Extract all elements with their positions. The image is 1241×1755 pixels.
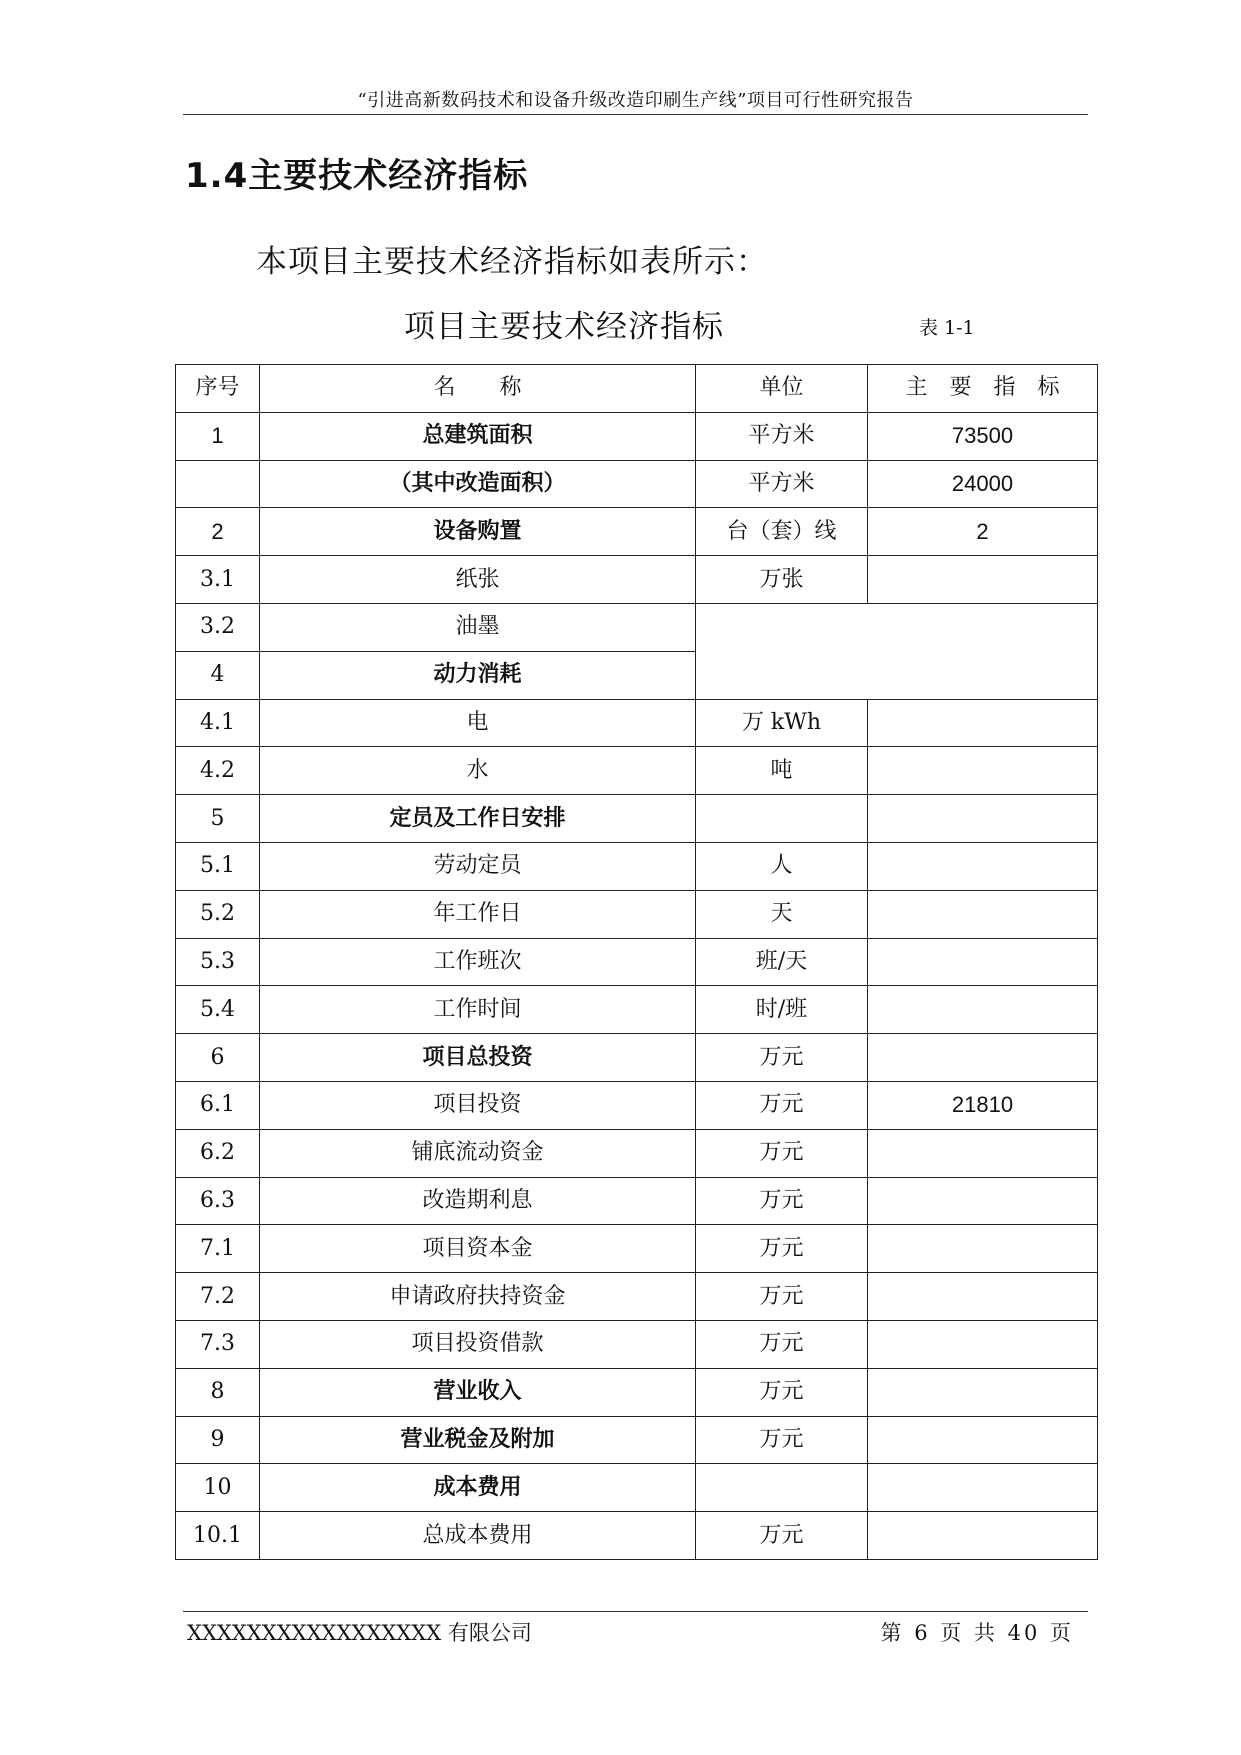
row-seq: 6 — [176, 1034, 260, 1082]
row-name: 营业税金及附加 — [260, 1416, 696, 1464]
table-row — [176, 795, 1098, 843]
row-unit: 人 — [696, 842, 868, 890]
footer-divider — [183, 1611, 1088, 1612]
row-value — [868, 1034, 1098, 1082]
row-value — [868, 1416, 1098, 1464]
row-unit: 万元 — [696, 1081, 868, 1129]
header-name: 名 称 — [260, 365, 696, 413]
row-value — [868, 747, 1098, 795]
table-title: 项目主要技术经济指标 — [404, 309, 724, 345]
row-value — [868, 1129, 1098, 1177]
row-seq: 5 — [176, 795, 260, 843]
row-unit — [696, 1464, 868, 1512]
row-value — [868, 1273, 1098, 1321]
table-row — [176, 1177, 1098, 1225]
section-heading: 1.4主要技术经济指标 — [185, 156, 529, 196]
row-unit: 吨 — [696, 747, 868, 795]
row-seq: 10 — [176, 1464, 260, 1512]
row-value — [868, 1225, 1098, 1273]
row-unit: 万元 — [696, 1512, 868, 1560]
row-seq: 6.3 — [176, 1177, 260, 1225]
row-seq: 7.1 — [176, 1225, 260, 1273]
table-row — [176, 699, 1098, 747]
row-seq: 5.1 — [176, 842, 260, 890]
table-row — [176, 1512, 1098, 1560]
row-seq: 5.2 — [176, 890, 260, 938]
row-seq: 9 — [176, 1416, 260, 1464]
row-seq: 1 — [176, 412, 260, 460]
row-seq — [176, 460, 260, 508]
row-name: 纸张 — [260, 556, 696, 604]
row-seq: 7.3 — [176, 1320, 260, 1368]
row-seq: 5.3 — [176, 938, 260, 986]
table-row — [176, 508, 1098, 556]
header-unit: 单位 — [696, 365, 868, 413]
row-name: 总成本费用 — [260, 1512, 696, 1560]
row-seq: 3.1 — [176, 556, 260, 604]
row-value — [868, 890, 1098, 938]
table-row — [176, 1273, 1098, 1321]
row-value — [868, 1464, 1098, 1512]
table-row — [176, 1225, 1098, 1273]
row-value — [868, 699, 1098, 747]
table-row — [176, 747, 1098, 795]
row-value — [868, 1512, 1098, 1560]
row-seq: 7.2 — [176, 1273, 260, 1321]
row-value — [868, 1320, 1098, 1368]
table-row — [176, 603, 1098, 651]
row-seq: 4 — [176, 651, 260, 699]
row-seq: 6.2 — [176, 1129, 260, 1177]
row-value — [868, 1368, 1098, 1416]
intro-paragraph: 本项目主要技术经济指标如表所示： — [256, 244, 768, 280]
table-row — [176, 1320, 1098, 1368]
header-seq: 序号 — [176, 365, 260, 413]
table-header-row — [176, 365, 1098, 413]
row-name: 铺底流动资金 — [260, 1129, 696, 1177]
row-seq: 10.1 — [176, 1512, 260, 1560]
table-row — [176, 842, 1098, 890]
row-name: 油墨 — [260, 603, 696, 651]
row-name: 项目投资借款 — [260, 1320, 696, 1368]
row-name: 项目总投资 — [260, 1034, 696, 1082]
row-name: 劳动定员 — [260, 842, 696, 890]
row-unit: 时/班 — [696, 986, 868, 1034]
page-number: 第 6 页 共 40 页 — [880, 1621, 1074, 1645]
row-name: 年工作日 — [260, 890, 696, 938]
table-row — [176, 1464, 1098, 1512]
row-unit: 平方米 — [696, 412, 868, 460]
row-seq: 4.2 — [176, 747, 260, 795]
row-unit: 万元 — [696, 1225, 868, 1273]
table-row — [176, 890, 1098, 938]
row-unit: 万元 — [696, 1368, 868, 1416]
row-value — [868, 842, 1098, 890]
header-divider — [183, 114, 1088, 115]
row-name: 设备购置 — [260, 508, 696, 556]
footer-company: XXXXXXXXXXXXXXXXX 有限公司 — [187, 1621, 532, 1645]
row-name: 工作时间 — [260, 986, 696, 1034]
row-name: 定员及工作日安排 — [260, 795, 696, 843]
row-value: 21810 — [868, 1081, 1098, 1129]
row-unit: 万张 — [696, 556, 868, 604]
header-value: 主 要 指 标 — [868, 365, 1098, 413]
table-row — [176, 1129, 1098, 1177]
row-seq: 2 — [176, 508, 260, 556]
row-unit: 万元 — [696, 1129, 868, 1177]
row-value — [868, 1177, 1098, 1225]
row-unit: 万元 — [696, 1273, 868, 1321]
row-seq: 3.2 — [176, 603, 260, 651]
row-name: 总建筑面积 — [260, 412, 696, 460]
table-row — [176, 1368, 1098, 1416]
row-name: 营业收入 — [260, 1368, 696, 1416]
row-seq: 5.4 — [176, 986, 260, 1034]
row-unit — [696, 795, 868, 843]
row-unit: 班/天 — [696, 938, 868, 986]
table-row — [176, 938, 1098, 986]
row-seq: 4.1 — [176, 699, 260, 747]
row-name: 项目资本金 — [260, 1225, 696, 1273]
row-name: 申请政府扶持资金 — [260, 1273, 696, 1321]
merged-blank-cell — [696, 603, 1098, 699]
table-row — [176, 1416, 1098, 1464]
table-row — [176, 412, 1098, 460]
indicators-table — [175, 364, 1098, 1560]
table-row — [176, 1081, 1098, 1129]
row-value: 2 — [868, 508, 1098, 556]
row-seq: 8 — [176, 1368, 260, 1416]
row-unit: 平方米 — [696, 460, 868, 508]
row-unit: 万元 — [696, 1416, 868, 1464]
row-name: 成本费用 — [260, 1464, 696, 1512]
row-unit: 万 kWh — [696, 699, 868, 747]
row-value — [868, 986, 1098, 1034]
row-seq: 6.1 — [176, 1081, 260, 1129]
row-unit: 万元 — [696, 1177, 868, 1225]
table-row — [176, 460, 1098, 508]
row-name: 工作班次 — [260, 938, 696, 986]
row-name: （其中改造面积） — [260, 460, 696, 508]
row-unit: 台（套）线 — [696, 508, 868, 556]
row-value — [868, 938, 1098, 986]
row-unit: 万元 — [696, 1320, 868, 1368]
row-value: 24000 — [868, 460, 1098, 508]
row-value — [868, 556, 1098, 604]
row-name: 电 — [260, 699, 696, 747]
row-value — [868, 795, 1098, 843]
table-number: 表 1-1 — [919, 317, 975, 339]
table-row — [176, 556, 1098, 604]
table-row — [176, 986, 1098, 1034]
row-unit: 天 — [696, 890, 868, 938]
row-name: 动力消耗 — [260, 651, 696, 699]
row-unit: 万元 — [696, 1034, 868, 1082]
row-value: 73500 — [868, 412, 1098, 460]
row-name: 水 — [260, 747, 696, 795]
table-row — [176, 1034, 1098, 1082]
row-name: 项目投资 — [260, 1081, 696, 1129]
row-name: 改造期利息 — [260, 1177, 696, 1225]
running-header: “引进高新数码技术和设备升级改造印刷生产线”项目可行性研究报告 — [357, 90, 914, 111]
